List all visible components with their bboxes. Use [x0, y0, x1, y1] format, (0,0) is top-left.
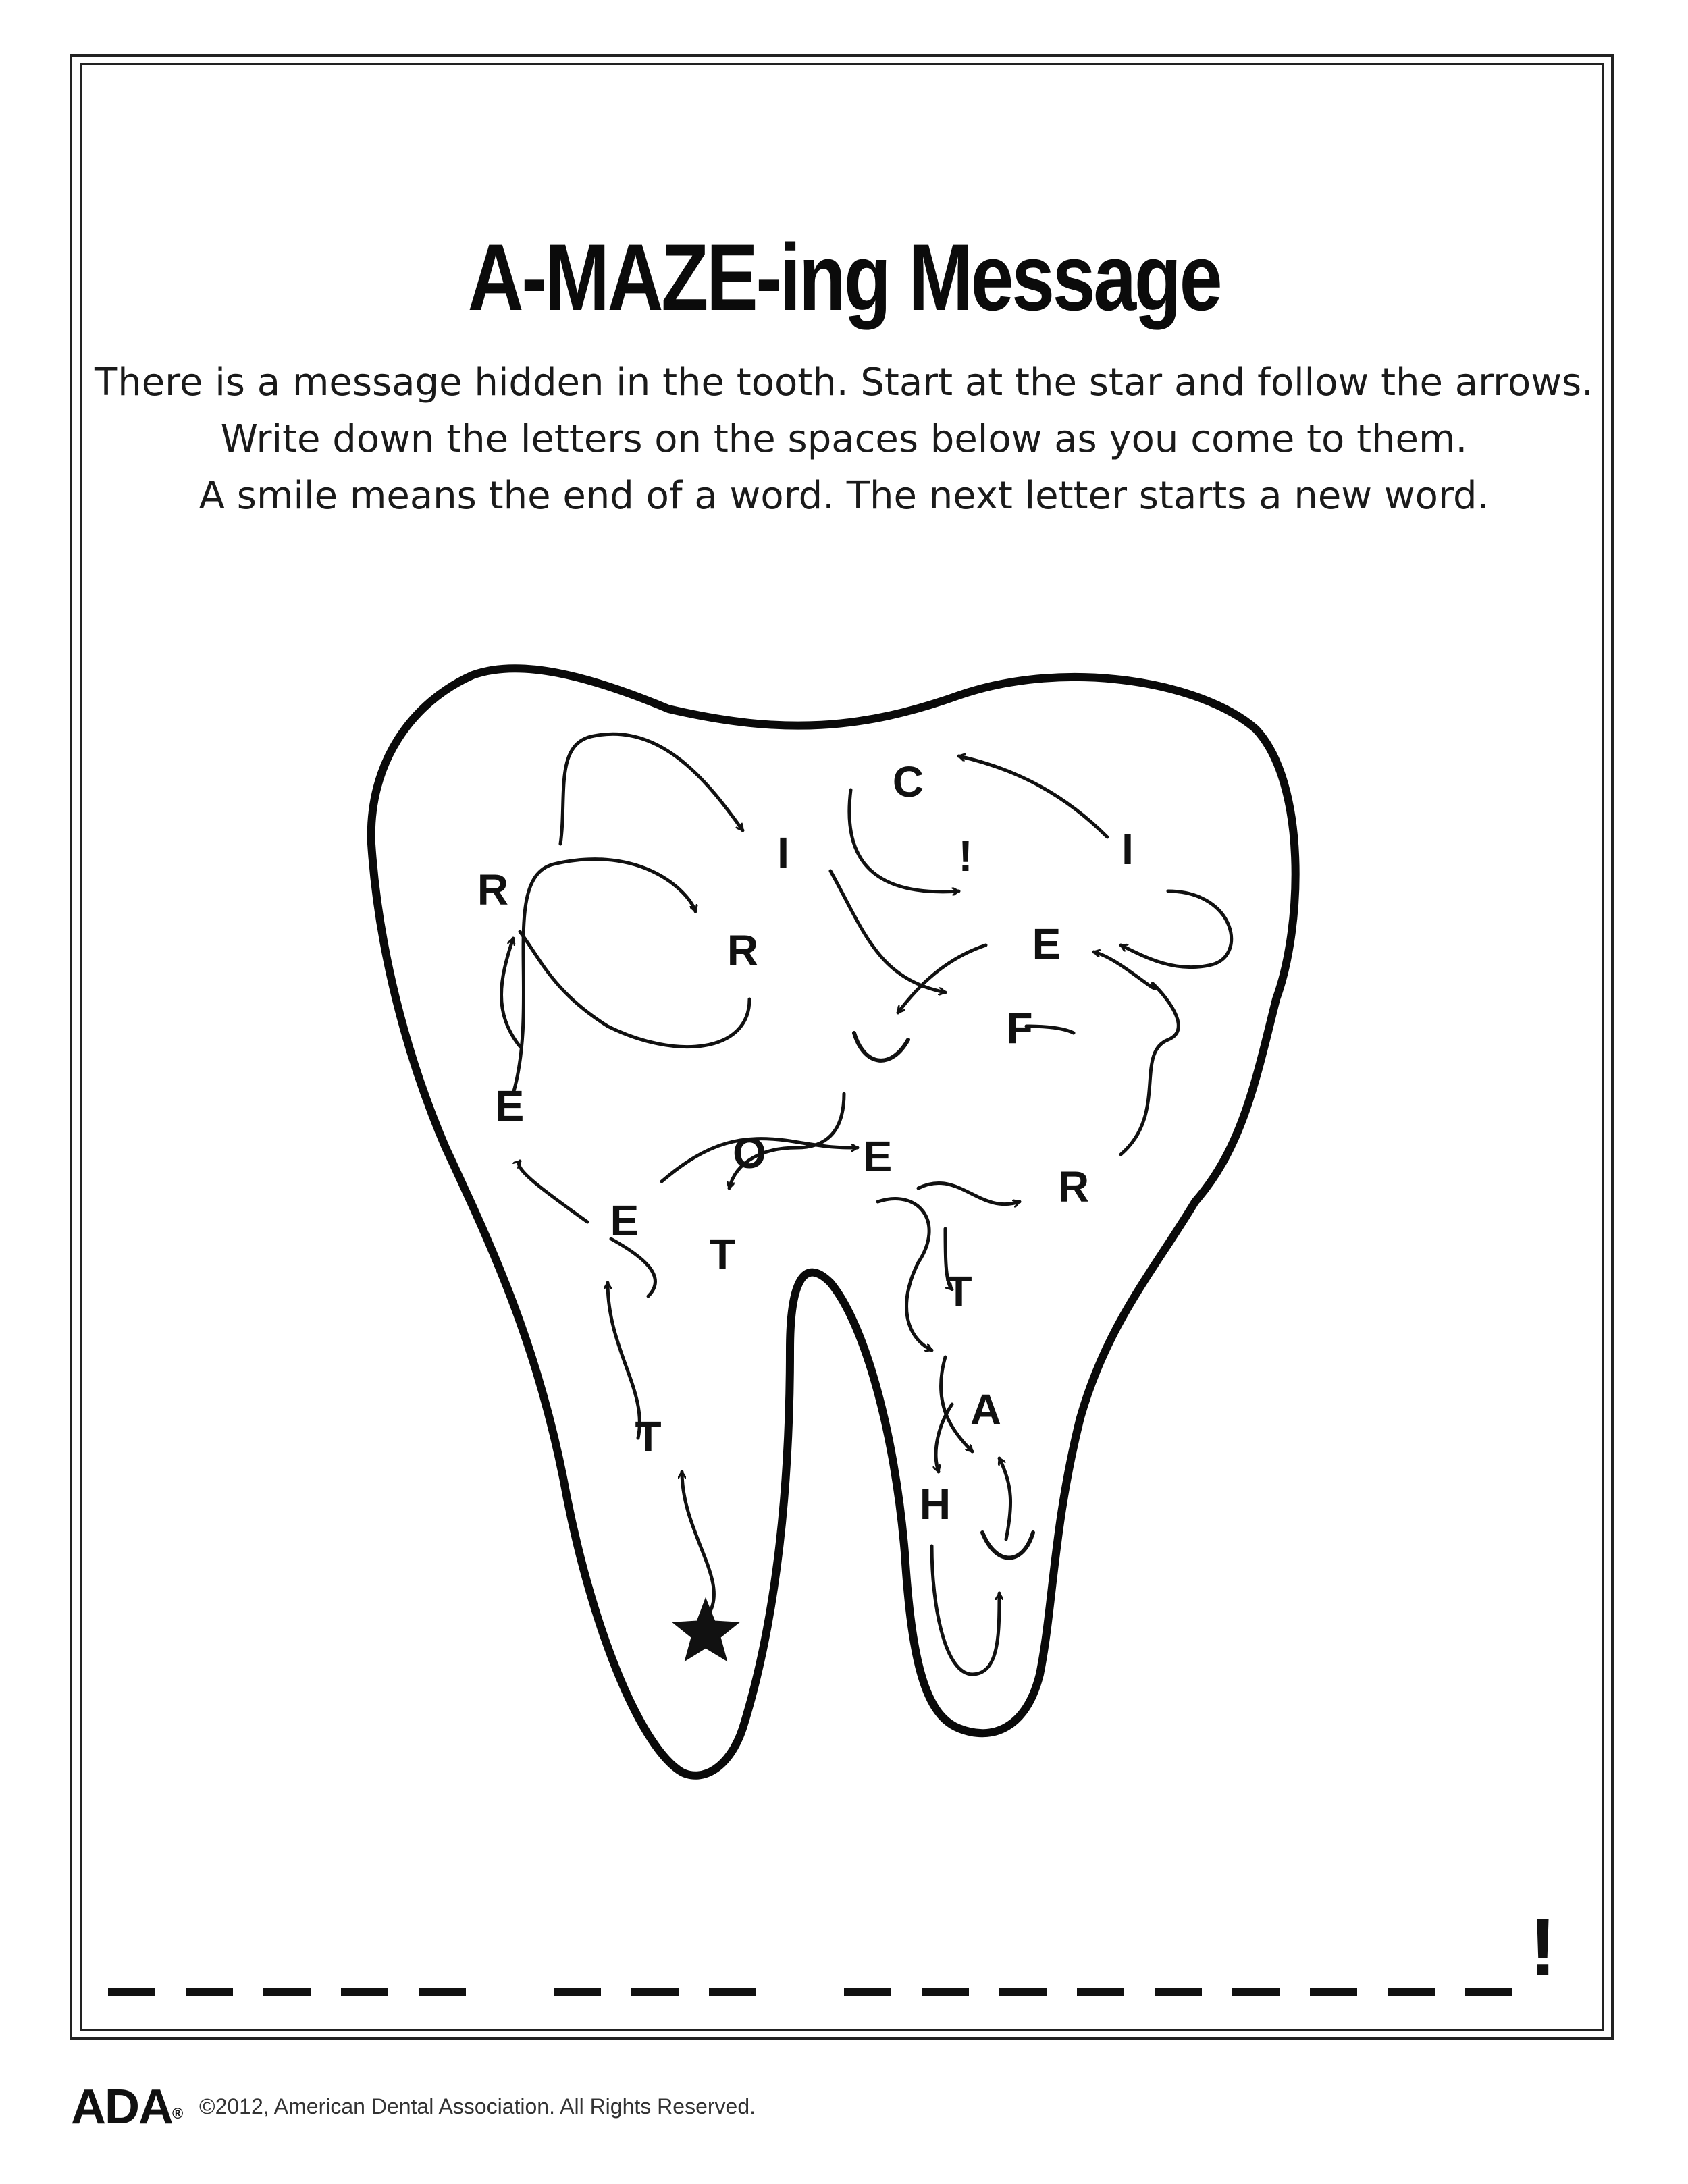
answer-blank[interactable]: [631, 1988, 679, 1996]
maze-path: [1121, 891, 1232, 967]
maze-path: [959, 756, 1107, 837]
maze-letter: T: [709, 1230, 736, 1279]
answer-blank[interactable]: [1388, 1988, 1435, 1996]
maze-letter: R: [1057, 1163, 1090, 1211]
answer-blank[interactable]: [844, 1988, 891, 1996]
maze-path: [682, 1472, 714, 1614]
answer-blank[interactable]: [1155, 1988, 1202, 1996]
maze-letter: I: [1122, 825, 1134, 874]
maze-letter: T: [945, 1267, 972, 1316]
instruction-line-1: There is a message hidden in the tooth. Start at the star and follow the arrows.: [95, 361, 1593, 404]
answer-blank[interactable]: [922, 1988, 969, 1996]
smile-icon: [854, 1033, 908, 1061]
answer-blank[interactable]: [186, 1988, 233, 1996]
maze-path: [918, 1183, 1020, 1204]
answer-blank[interactable]: [1310, 1988, 1357, 1996]
answer-blank[interactable]: [341, 1988, 388, 1996]
answer-blank[interactable]: [1465, 1988, 1512, 1996]
maze-letter: !: [958, 832, 973, 880]
maze-letter: A: [970, 1385, 1002, 1434]
tooth-outline: [371, 668, 1296, 1776]
maze-letter: E: [610, 1196, 639, 1245]
maze-letter: I: [777, 828, 789, 877]
maze-letter: E: [1032, 920, 1061, 968]
instruction-line-2: Write down the letters on the spaces below as you come to them.: [220, 417, 1468, 461]
maze-letter: R: [477, 865, 509, 914]
maze-path: [519, 1161, 587, 1222]
registered-mark: ®: [172, 2105, 184, 2122]
maze-path: [830, 871, 945, 992]
maze-path: [560, 734, 743, 844]
maze-letter: T: [635, 1412, 662, 1461]
maze-path: [941, 1357, 972, 1451]
maze-path: [502, 938, 521, 1046]
maze-letter: E: [863, 1132, 893, 1181]
maze-path: [932, 1546, 999, 1674]
answer-blanks: [108, 1917, 1593, 2012]
maze-path: [1026, 1026, 1074, 1033]
instruction-line-3: A smile means the end of a word. The next letter starts a new word.: [199, 474, 1489, 518]
answer-blank[interactable]: [999, 1988, 1047, 1996]
maze-path: [936, 1404, 952, 1472]
maze-letter: E: [495, 1082, 525, 1130]
answer-blank[interactable]: [1077, 1988, 1124, 1996]
maze-letter: F: [1006, 1004, 1033, 1053]
page-title: A-MAZE-ing Message: [467, 224, 1221, 330]
maze-path: [999, 1458, 1011, 1539]
answer-blank[interactable]: [1232, 1988, 1280, 1996]
maze-letter: O: [733, 1129, 766, 1177]
answer-blank[interactable]: [108, 1988, 155, 1996]
star-icon: [675, 1600, 737, 1659]
answer-blank[interactable]: [554, 1988, 601, 1996]
copyright-text: ©2012, American Dental Association. All Rights Reserved.: [199, 2094, 756, 2119]
maze-path: [611, 1239, 655, 1296]
maze-path: [878, 1199, 932, 1350]
maze-path: [513, 859, 695, 1094]
maze-path: [1094, 952, 1178, 1154]
maze-letter: R: [727, 926, 759, 975]
answer-blank[interactable]: [709, 1988, 756, 1996]
answer-blank[interactable]: [419, 1988, 466, 1996]
maze-letter: C: [892, 757, 924, 806]
maze-letter: H: [919, 1480, 951, 1528]
maze-path: [520, 932, 749, 1047]
answer-blank[interactable]: [263, 1988, 311, 1996]
answer-end-mark: !: [1529, 1902, 1556, 1992]
ada-logo: ADA: [71, 2080, 172, 2134]
